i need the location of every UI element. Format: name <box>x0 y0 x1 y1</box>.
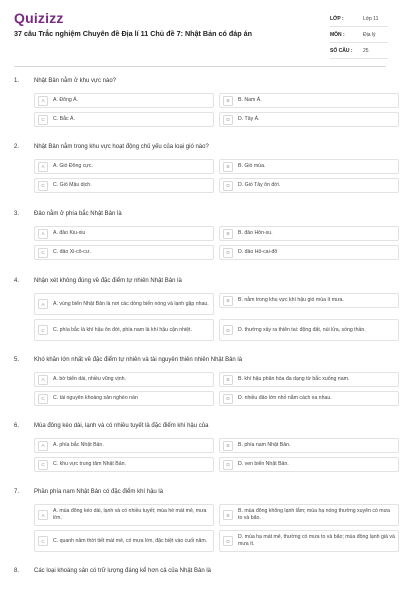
question-text: Các loại khoáng sản có trữ lượng đáng kể hơn cả của Nhật Bản là <box>34 568 212 574</box>
answer-option-c[interactable] <box>34 530 214 552</box>
option-text: C. Gió Mậu dịch. <box>53 182 92 189</box>
option-text: B. mùa đông không lạnh lắm; mùa hạ nóng thường xuyên có mưa to và bão. <box>238 508 390 521</box>
answer-option-b[interactable] <box>219 159 399 174</box>
question-line <box>14 208 386 220</box>
answer-option-c[interactable] <box>34 457 214 472</box>
option-letter: B <box>223 296 233 306</box>
option-letter: B <box>223 229 233 239</box>
answer-option-a[interactable] <box>34 226 214 241</box>
option-letter: A <box>38 162 48 172</box>
question-item <box>14 141 386 193</box>
question-text: Nhận xét không đúng về đặc điểm tự nhiên Nhật Bản là <box>34 278 182 284</box>
answer-option-c[interactable] <box>34 112 214 127</box>
option-letter: D <box>223 394 233 404</box>
option-text: D. mùa hạ mát mẻ, thường có mưa to và bão; mùa đông lạnh giá và mưa ít. <box>238 534 395 547</box>
question-line <box>14 354 386 366</box>
option-letter: A <box>38 96 48 106</box>
option-text: D. thường xảy ra thiên tai: động đất, núi lửa, sóng thần. <box>238 326 366 333</box>
question-item <box>14 565 386 577</box>
option-text: B. Nam Á. <box>238 97 262 104</box>
answer-option-b[interactable] <box>219 372 399 387</box>
option-letter: D <box>223 536 233 546</box>
option-letter: B <box>223 375 233 385</box>
option-grid <box>34 293 386 341</box>
option-text: B. nằm trong khu vực khí hậu gió mùa ít mưa. <box>238 297 344 304</box>
meta-label: SỐ CÂU : <box>330 47 353 54</box>
option-text: B. Gió mùa. <box>238 163 266 170</box>
question-number: 8. <box>14 568 20 574</box>
option-text: A. mùa đông kéo dài, lạnh và có nhiều tuyết; mùa hè mát mẻ, mưa lớn. <box>53 508 207 521</box>
question-number: 5. <box>14 357 20 363</box>
option-grid <box>34 438 386 472</box>
question-item <box>14 208 386 260</box>
option-letter: C <box>38 248 48 258</box>
option-text: C. phía bắc là khí hậu ôn đới, phía nam là khí hậu cận nhiệt. <box>53 326 192 333</box>
option-grid <box>34 226 386 260</box>
meta-panel <box>330 11 388 59</box>
option-letter: B <box>223 162 233 172</box>
answer-option-c[interactable] <box>34 391 214 406</box>
answer-option-d[interactable] <box>219 245 399 260</box>
answer-option-a[interactable] <box>34 293 214 315</box>
answer-option-d[interactable] <box>219 530 399 552</box>
answer-option-c[interactable] <box>34 319 214 341</box>
option-text: A. Đông Á. <box>53 97 79 104</box>
option-text: C. quanh năm thời tiết mát mẻ, có mưa lớn, đặc biệt vào cuối năm. <box>53 537 208 544</box>
option-letter: A <box>38 375 48 385</box>
meta-row <box>330 43 388 59</box>
option-grid <box>34 159 386 193</box>
meta-row <box>330 27 388 43</box>
option-letter: C <box>38 460 48 470</box>
answer-option-a[interactable] <box>34 438 214 453</box>
question-item <box>14 354 386 406</box>
question-line <box>14 275 386 287</box>
option-text: D. ven biển Nhật Bản. <box>238 461 289 468</box>
option-text: A. Gió Đông cực. <box>53 163 93 170</box>
option-letter: A <box>38 299 48 309</box>
question-text: Mùa đông kéo dài, lạnh và có nhiều tuyết là đặc điểm khí hậu của <box>34 423 209 429</box>
answer-option-a[interactable] <box>34 93 214 108</box>
answer-option-b[interactable] <box>219 438 399 453</box>
meta-value: Lớp 11 <box>363 15 379 22</box>
answer-option-d[interactable] <box>219 178 399 193</box>
question-number: 2. <box>14 144 20 150</box>
option-text: B. đảo Hôn-su. <box>238 230 273 237</box>
question-number: 3. <box>14 211 20 217</box>
option-text: B. khí hậu phân hóa đa dạng từ bắc xuống nam. <box>238 376 350 383</box>
option-text: A. vùng biển Nhật Bản là nơi các dòng biển nóng và lạnh gặp nhau. <box>53 300 209 307</box>
option-grid <box>34 372 386 406</box>
option-text: B. phía nam Nhật Bản. <box>238 442 291 449</box>
question-number: 4. <box>14 278 20 284</box>
option-letter: D <box>223 181 233 191</box>
option-letter: D <box>223 115 233 125</box>
option-text: C. Bắc Á. <box>53 116 75 123</box>
answer-option-d[interactable] <box>219 457 399 472</box>
question-text: Khó khăn lớn nhất về đặc điểm tự nhiên và tài nguyên thiên nhiên Nhật Bản là <box>34 357 243 363</box>
question-item <box>14 486 395 552</box>
meta-label: MÔN : <box>330 31 345 38</box>
option-text: C. đảo Xi-cô-cư. <box>53 249 91 256</box>
question-text: Nhật Bản nằm ở khu vực nào? <box>34 78 116 84</box>
option-text: C. tài nguyên khoáng sản nghèo nàn <box>53 395 138 402</box>
answer-option-b[interactable] <box>219 226 399 241</box>
option-letter: D <box>223 248 233 258</box>
option-letter: A <box>38 229 48 239</box>
option-text: D. Gió Tây ôn đới. <box>238 182 281 189</box>
document-header <box>0 0 400 64</box>
option-letter: B <box>223 96 233 106</box>
question-line <box>14 486 386 498</box>
header-divider <box>14 66 386 67</box>
question-number: 1. <box>14 78 20 84</box>
option-letter: C <box>38 181 48 191</box>
meta-value: 25 <box>363 47 369 54</box>
answer-option-b[interactable] <box>219 93 399 108</box>
answer-option-a[interactable] <box>34 372 214 387</box>
question-line <box>14 420 386 432</box>
option-letter: A <box>38 441 48 451</box>
document-title: 37 câu Trắc nghiệm Chuyên đề Địa lí 11 Chủ đề 7: Nhật Bản có đáp án <box>14 29 253 38</box>
option-letter: D <box>223 460 233 470</box>
question-text: Phần phía nam Nhật Bản có đặc điểm khí hậu là <box>34 489 164 495</box>
answer-option-c[interactable] <box>34 245 214 260</box>
option-grid <box>34 93 386 127</box>
question-number: 6. <box>14 423 20 429</box>
option-letter: C <box>38 394 48 404</box>
answer-option-d[interactable] <box>219 319 399 341</box>
meta-value: Địa lý <box>363 31 376 38</box>
question-item <box>14 75 386 127</box>
option-text: D. nhiều đảo lớn nhỏ nằm cách xa nhau. <box>238 395 332 402</box>
question-text: Nhật Bản nằm trong khu vực hoạt động chủ yếu của loại gió nào? <box>34 144 209 150</box>
option-letter: B <box>223 510 233 520</box>
question-list <box>14 75 395 577</box>
question-number: 7. <box>14 489 20 495</box>
option-grid <box>34 504 395 552</box>
quizizz-logo: Quizizz <box>14 10 64 26</box>
option-text: A. bờ biển dài, nhiều vũng vịnh. <box>53 376 126 383</box>
answer-option-b[interactable] <box>219 293 399 308</box>
answer-option-b[interactable] <box>219 504 399 526</box>
option-letter: B <box>223 441 233 451</box>
option-text: A. phía bắc Nhật Bản. <box>53 442 104 449</box>
question-line <box>14 565 386 577</box>
question-text: Đảo nằm ở phía bắc Nhật Bản là <box>34 211 122 217</box>
answer-option-d[interactable] <box>219 112 399 127</box>
option-text: C. khu vực trung tâm Nhật Bản. <box>53 461 126 468</box>
option-text: D. đảo Hô-cai-đô <box>238 249 278 256</box>
option-text: D. Tây Á. <box>238 116 260 123</box>
question-line <box>14 75 386 87</box>
option-text: A. đảo Kiu-xiu <box>53 230 86 237</box>
option-letter: A <box>38 510 48 520</box>
meta-label: LỚP : <box>330 15 344 22</box>
option-letter: C <box>38 325 48 335</box>
answer-option-c[interactable] <box>34 178 214 193</box>
answer-option-a[interactable] <box>34 159 214 174</box>
question-item <box>14 420 386 472</box>
option-letter: D <box>223 325 233 335</box>
question-item <box>14 275 386 341</box>
answer-option-d[interactable] <box>219 391 399 406</box>
option-letter: C <box>38 536 48 546</box>
question-line <box>14 141 386 153</box>
meta-row <box>330 11 388 27</box>
answer-option-a[interactable] <box>34 504 214 526</box>
option-letter: C <box>38 115 48 125</box>
